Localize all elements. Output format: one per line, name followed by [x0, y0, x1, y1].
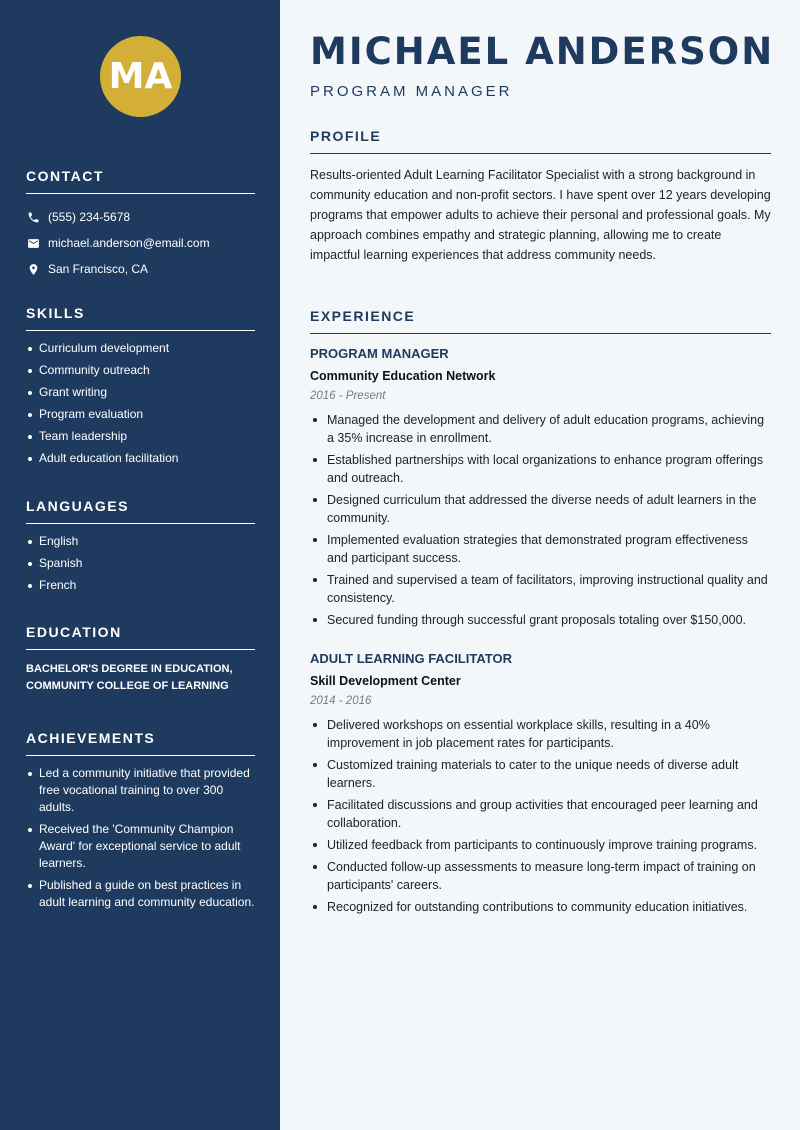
- language-item: French: [26, 577, 255, 594]
- skill-item: Team leadership: [26, 428, 255, 445]
- skills-list: [26, 340, 255, 467]
- responsibility-item: Designed curriculum that addressed the diverse needs of adult learners in the community.: [310, 491, 771, 527]
- avatar: [100, 36, 181, 117]
- languages-list: [26, 533, 255, 594]
- language-item: English: [26, 533, 255, 550]
- job-company: Community Education Network: [310, 369, 496, 383]
- job-entry: [310, 651, 771, 920]
- skill-item: Curriculum development: [26, 340, 255, 357]
- skills-heading: SKILLS: [26, 305, 255, 331]
- profile-heading: PROFILE: [310, 128, 771, 154]
- contact-location-text: San Francisco, CA: [48, 262, 149, 276]
- education-heading: EDUCATION: [26, 624, 255, 650]
- contact-location: [26, 256, 255, 282]
- skill-item: Adult education facilitation: [26, 450, 255, 467]
- contact-phone-text: (555) 234-5678: [48, 210, 131, 224]
- job-company: Skill Development Center: [310, 674, 461, 688]
- responsibility-item: Established partnerships with local organizations to enhance program offerings and outreach.: [310, 451, 771, 487]
- achievements-heading: ACHIEVEMENTS: [26, 730, 255, 756]
- achievement-item: Led a community initiative that provided free vocational training to over 300 adults.: [26, 765, 255, 816]
- job-role: PROGRAM MANAGER: [310, 346, 449, 361]
- candidate-title: PROGRAM MANAGER: [310, 83, 513, 100]
- languages-section: [26, 498, 255, 599]
- profile-text: Results-oriented Adult Learning Facilitator Specialist with a strong background in community education and non-profit sectors. I have spent over 12 years developing programs that empower adults to achieve their personal and professional goals. My approach combines empathy and strategic planning, allowing me to create impactful learning experiences that address community needs.: [310, 168, 771, 262]
- avatar-initials: MA: [108, 56, 173, 97]
- experience-section: [310, 308, 771, 334]
- education-section: [26, 624, 255, 695]
- contact-list: [26, 204, 255, 282]
- responsibility-item: Customized training materials to cater to the unique needs of diverse adult learners.: [310, 756, 771, 792]
- job-entry: [310, 346, 771, 633]
- job-dates: 2014 - 2016: [310, 695, 372, 707]
- candidate-name: MICHAEL ANDERSON: [310, 30, 775, 73]
- sidebar: [0, 0, 280, 1130]
- contact-section: [26, 168, 255, 282]
- experience-heading: EXPERIENCE: [310, 308, 771, 334]
- job-responsibilities: [310, 716, 771, 916]
- language-item: Spanish: [26, 555, 255, 572]
- job-dates: 2016 - Present: [310, 390, 386, 402]
- location-pin-icon: [26, 262, 40, 276]
- contact-heading: CONTACT: [26, 168, 255, 194]
- contact-phone: [26, 204, 255, 230]
- responsibility-item: Utilized feedback from participants to continuously improve training programs.: [310, 836, 771, 854]
- responsibility-item: Trained and supervised a team of facilitators, improving instructional quality and consistency.: [310, 571, 771, 607]
- skill-item: Community outreach: [26, 362, 255, 379]
- achievements-list: [26, 765, 255, 911]
- job-role: ADULT LEARNING FACILITATOR: [310, 651, 512, 666]
- contact-email: [26, 230, 255, 256]
- responsibility-item: Recognized for outstanding contributions to community education initiatives.: [310, 898, 771, 916]
- education-degree: BACHELOR'S DEGREE IN EDUCATION, COMMUNITY COLLEGE OF LEARNING: [26, 663, 233, 692]
- skills-section: [26, 305, 255, 472]
- responsibility-item: Conducted follow-up assessments to measure long-term impact of training on participants' careers.: [310, 858, 771, 894]
- email-icon: [26, 236, 40, 250]
- languages-heading: LANGUAGES: [26, 498, 255, 524]
- skill-item: Grant writing: [26, 384, 255, 401]
- contact-email-text: michael.anderson@email.com: [48, 236, 210, 250]
- responsibility-item: Managed the development and delivery of adult education programs, achieving a 35% increase in enrollment.: [310, 411, 771, 447]
- phone-icon: [26, 210, 40, 224]
- skill-item: Program evaluation: [26, 406, 255, 423]
- responsibility-item: Secured funding through successful grant proposals totaling over $150,000.: [310, 611, 771, 629]
- profile-section: [310, 128, 771, 265]
- achievements-section: [26, 730, 255, 916]
- responsibility-item: Delivered workshops on essential workplace skills, resulting in a 40% improvement in job placement rates for participants.: [310, 716, 771, 752]
- responsibility-item: Facilitated discussions and group activities that encouraged peer learning and collaboration.: [310, 796, 771, 832]
- responsibility-item: Implemented evaluation strategies that demonstrated program effectiveness and participant success.: [310, 531, 771, 567]
- job-responsibilities: [310, 411, 771, 629]
- achievement-item: Published a guide on best practices in adult learning and community education.: [26, 877, 255, 911]
- achievement-item: Received the 'Community Champion Award' for exceptional service to adult learners.: [26, 821, 255, 872]
